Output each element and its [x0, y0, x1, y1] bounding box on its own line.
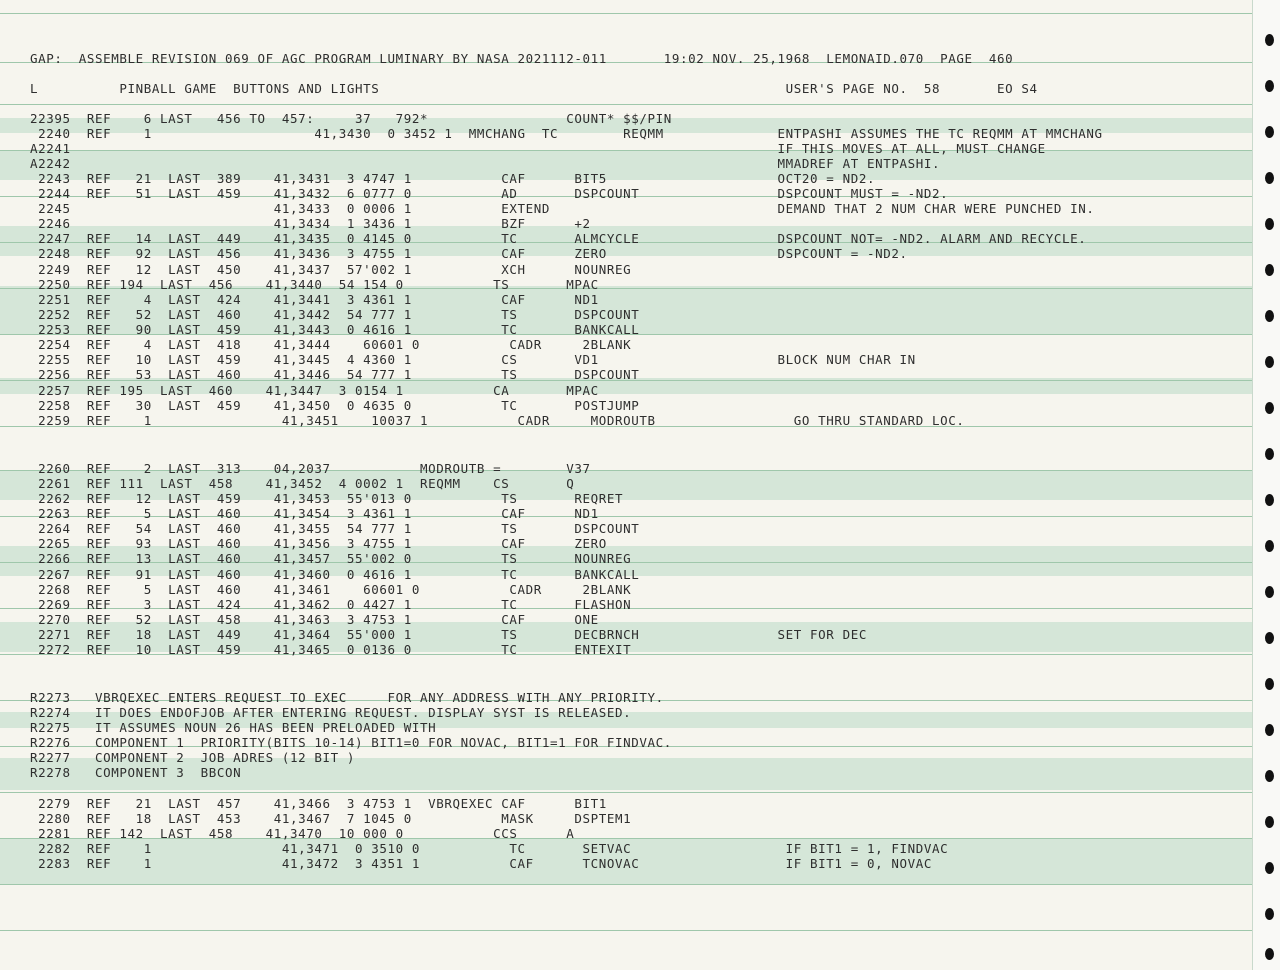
listing-line: 2262 REF 12 LAST 459 41,3453 55'013 0 TS REQRET	[30, 491, 624, 506]
feed-hole-icon	[1265, 310, 1274, 322]
listing-line: 22395 REF 6 LAST 456 TO 457: 37 792* COUNT* $$/PIN	[30, 111, 672, 126]
listing-line: 2265 REF 93 LAST 460 41,3456 3 4755 1 CAF ZERO	[30, 536, 607, 551]
listing-line: 2281 REF 142 LAST 458 41,3470 10 000 0 CCS A	[30, 826, 575, 841]
listing-line: 2280 REF 18 LAST 453 41,3467 7 1045 0 MASK DSPTEM1	[30, 811, 632, 826]
listing-line: R2277 COMPONENT 2 JOB ADRES (12 BIT )	[30, 750, 356, 765]
feed-hole-icon	[1265, 816, 1274, 828]
feed-hole-icon	[1265, 264, 1274, 276]
listing-line: 2269 REF 3 LAST 424 41,3462 0 4427 1 TC FLASHON	[30, 597, 632, 612]
listing-line: 2245 41,3433 0 0006 1 EXTEND DEMAND THAT 2 NUM CHAR WERE PUNCHED IN.	[30, 201, 1095, 216]
listing-line: 2244 REF 51 LAST 459 41,3432 6 0777 0 AD DSPCOUNT DSPCOUNT MUST = -ND2.	[30, 186, 949, 201]
listing-header-section: L PINBALL GAME BUTTONS AND LIGHTS USER'S PAGE NO. 58 EO S4	[30, 81, 1038, 96]
listing-line: 2246 41,3434 1 3436 1 BZF +2	[30, 216, 591, 231]
rule-line	[0, 930, 1252, 931]
rule-line	[0, 13, 1252, 14]
listing-line: 2267 REF 91 LAST 460 41,3460 0 4616 1 TC BANKCALL	[30, 567, 640, 582]
listing-line: 2261 REF 111 LAST 458 41,3452 4 0002 1 REQMM CS Q	[30, 476, 575, 491]
feed-hole-icon	[1265, 586, 1274, 598]
feed-hole-icon	[1265, 356, 1274, 368]
listing-line: R2275 IT ASSUMES NOUN 26 HAS BEEN PRELOADED WITH	[30, 720, 437, 735]
listing-line: 2255 REF 10 LAST 459 41,3445 4 4360 1 CS VD1 BLOCK NUM CHAR IN	[30, 352, 916, 367]
listing-line: 2266 REF 13 LAST 460 41,3457 55'002 0 TS NOUNREG	[30, 551, 632, 566]
feed-hole-icon	[1265, 678, 1274, 690]
feed-hole-icon	[1265, 448, 1274, 460]
listing-line: 2243 REF 21 LAST 389 41,3431 3 4747 1 CAF BIT5 OCT20 = ND2.	[30, 171, 876, 186]
listing-line: 2249 REF 12 LAST 450 41,3437 57'002 1 XCH NOUNREG	[30, 262, 632, 277]
listing-line: 2258 REF 30 LAST 459 41,3450 0 4635 0 TC POSTJUMP	[30, 398, 640, 413]
feed-hole-icon	[1265, 80, 1274, 92]
feed-hole-icon	[1265, 632, 1274, 644]
listing-line: R2274 IT DOES ENDOFJOB AFTER ENTERING REQUEST. DISPLAY SYST IS RELEASED.	[30, 705, 632, 720]
listing-line: A2241 IF THIS MOVES AT ALL, MUST CHANGE	[30, 141, 1046, 156]
listing-line: 2259 REF 1 41,3451 10037 1 CADR MODROUTB GO THRU STANDARD LOC.	[30, 413, 965, 428]
listing-line: 2268 REF 5 LAST 460 41,3461 60601 0 CADR 2BLANK	[30, 582, 632, 597]
listing-line: R2276 COMPONENT 1 PRIORITY(BITS 10-14) BIT1=0 FOR NOVAC, BIT1=1 FOR FINDVAC.	[30, 735, 672, 750]
feed-hole-icon	[1265, 126, 1274, 138]
feed-hole-icon	[1265, 494, 1274, 506]
rule-line	[0, 884, 1252, 885]
listing-line: 2252 REF 52 LAST 460 41,3442 54 777 1 TS DSPCOUNT	[30, 307, 640, 322]
listing-line: 2270 REF 52 LAST 458 41,3463 3 4753 1 CAF ONE	[30, 612, 599, 627]
feed-hole-icon	[1265, 402, 1274, 414]
listing-line: R2273 VBRQEXEC ENTERS REQUEST TO EXEC FOR ANY ADDRESS WITH ANY PRIORITY.	[30, 690, 664, 705]
feed-hole-icon	[1265, 540, 1274, 552]
rule-line	[0, 792, 1252, 793]
rule-line	[0, 104, 1252, 105]
listing-header-title: GAP: ASSEMBLE REVISION 069 OF AGC PROGRAM LUMINARY BY NASA 2021112-011 19:02 NOV. 25,1968 LEMONAID.070 PAGE 460	[30, 51, 1014, 66]
feed-hole-icon	[1265, 724, 1274, 736]
listing-line: 2247 REF 14 LAST 449 41,3435 0 4145 0 TC ALMCYCLE DSPCOUNT NOT= -ND2. ALARM AND RECYCLE.	[30, 231, 1087, 246]
listing-line: R2278 COMPONENT 3 BBCON	[30, 765, 242, 780]
listing-line: 2254 REF 4 LAST 418 41,3444 60601 0 CADR 2BLANK	[30, 337, 632, 352]
listing-line: 2279 REF 21 LAST 457 41,3466 3 4753 1 VBRQEXEC CAF BIT1	[30, 796, 607, 811]
listing-line: 2240 REF 1 41,3430 0 3452 1 MMCHANG TC REQMM ENTPASHI ASSUMES THE TC REQMM AT MMCHANG	[30, 126, 1103, 141]
feed-hole-icon	[1265, 172, 1274, 184]
listing-line: 2283 REF 1 41,3472 3 4351 1 CAF TCNOVAC IF BIT1 = 0, NOVAC	[30, 856, 932, 871]
listing-line: 2263 REF 5 LAST 460 41,3454 3 4361 1 CAF ND1	[30, 506, 599, 521]
listing-line: 2253 REF 90 LAST 459 41,3443 0 4616 1 TC BANKCALL	[30, 322, 640, 337]
listing-line: 2257 REF 195 LAST 460 41,3447 3 0154 1 CA MPAC	[30, 383, 599, 398]
listing-line: 2264 REF 54 LAST 460 41,3455 54 777 1 TS DSPCOUNT	[30, 521, 640, 536]
feed-hole-icon	[1265, 218, 1274, 230]
listing-line: 2282 REF 1 41,3471 0 3510 0 TC SETVAC IF BIT1 = 1, FINDVAC	[30, 841, 949, 856]
feed-hole-icon	[1265, 34, 1274, 46]
listing-line: 2251 REF 4 LAST 424 41,3441 3 4361 1 CAF ND1	[30, 292, 599, 307]
listing-line: 2250 REF 194 LAST 456 41,3440 54 154 0 TS MPAC	[30, 277, 599, 292]
listing-line: 2272 REF 10 LAST 459 41,3465 0 0136 0 TC ENTEXIT	[30, 642, 632, 657]
listing-line: 2248 REF 92 LAST 456 41,3436 3 4755 1 CAF ZERO DSPCOUNT = -ND2.	[30, 246, 908, 261]
feed-hole-icon	[1265, 770, 1274, 782]
listing-line: A2242 MMADREF AT ENTPASHI.	[30, 156, 941, 171]
listing-line: 2271 REF 18 LAST 449 41,3464 55'000 1 TS DECBRNCH SET FOR DEC	[30, 627, 867, 642]
feed-hole-icon	[1265, 908, 1274, 920]
listing-line: 2256 REF 53 LAST 460 41,3446 54 777 1 TS DSPCOUNT	[30, 367, 640, 382]
feed-hole-icon	[1265, 862, 1274, 874]
listing-line: 2260 REF 2 LAST 313 04,2037 MODROUTB = V37	[30, 461, 591, 476]
feed-hole-icon	[1265, 948, 1274, 960]
